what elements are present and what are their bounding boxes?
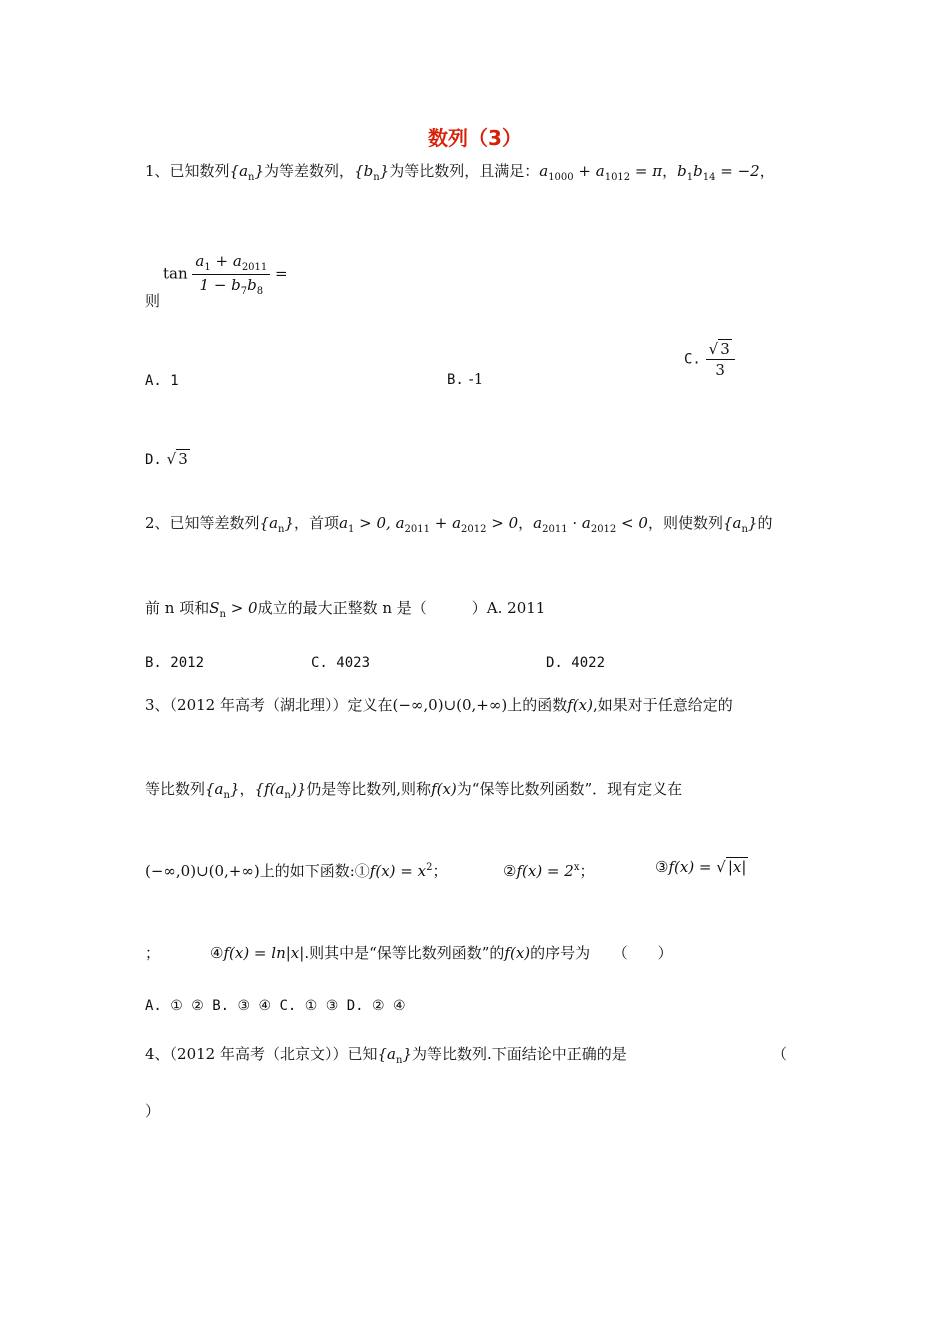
q1-line1: 1、已知数列$\{a_n\}$为等差数列，$\{b_n\}$为等比数列，且满足：$a_{1000} + a_{1012} = \pi$，$b_1b_{14} = -2$， (145, 162, 775, 183)
q3-line4: ； (145, 944, 161, 962)
q1-option-c-den: 3 (715, 361, 725, 379)
q1-cond2: $b_1b_{14} = -2$ (677, 162, 760, 183)
q2-option-b: B. 2012 (145, 655, 205, 671)
q4-paren-open: （ (772, 1045, 788, 1063)
q3-line4-rest: ④f(x) = ln|x|.则其中是“保等比数列函数”的f(x)的序号为 （ ） (210, 944, 673, 962)
q1-formula (163, 252, 288, 297)
q1-option-d-val: 3 (178, 450, 188, 468)
q2-cond1: $a_1 > 0$, $a_{2011} + a_{2012} > 0$ (339, 514, 519, 535)
q3-f3-group: ③f(x) = √ |x| (655, 858, 747, 876)
q1-eq: = (270, 264, 288, 283)
q3-f3: f(x) = √ |x| (668, 858, 747, 876)
q1-seq-a: {a (229, 162, 249, 180)
q3-options: A. ① ② B. ③ ④ C. ① ③ D. ② ④ (145, 998, 406, 1014)
page-title: 数列（3） (428, 126, 522, 150)
q4-paren-close: ） (145, 1102, 161, 1120)
q2-cond2: $a_{2011} \cdot a_{2012} < 0$ (533, 514, 648, 535)
q3-line3: (−∞,0)∪(0,+∞)上的如下函数:①f(x) = $x^2$； (145, 862, 448, 880)
q1-option-c: C. $\frac{√ 3}{3}$ (684, 340, 735, 379)
q2-sn: $S_n > 0$ (209, 599, 258, 620)
q3-f1: $f(x) = x^2$ (369, 862, 433, 880)
q3-f2: $f(x) = 2^x$ (516, 862, 580, 880)
q1-prefix: 1、已知数列 (145, 162, 230, 180)
q1-fraction (192, 252, 270, 297)
q3-line2: 等比数列$\{a_n\}$，$\{f(a_n)\}$仍是等比数列,则称f(x)为“保等比数列函数”．现有定义在 (145, 780, 683, 801)
q1-cond1: $a_{1000} + a_{1012} = \pi$ (539, 162, 663, 183)
q1-ze: 则 (145, 292, 161, 310)
q1-option-d: D. √ 3 (145, 450, 188, 468)
q1-mid1: 为等差数列， (264, 162, 355, 180)
q2-option-c: C. 4023 (311, 655, 371, 671)
q1-seq-b-sub: n (373, 172, 380, 183)
q1-comma2: ， (759, 162, 775, 180)
q1-numerator: $a_1 + a_{2011}$ (192, 252, 270, 275)
q3-fx: f(x) (567, 696, 593, 714)
q1-option-c-num: 3 (720, 340, 730, 358)
q4-line1: 4、（2012 年高考（北京文））已知$\{a_n\}$为等比数列.下面结论中正确的是 (145, 1045, 627, 1066)
q1-comma1: ， (662, 162, 678, 180)
q1-seq-a-sub: n (248, 172, 255, 183)
q1-mid2: 为等比数列，且满足： (389, 162, 540, 180)
q3-domain: (−∞,0)∪(0,+∞) (392, 696, 508, 714)
q2-line1: 2、已知等差数列$\{a_n\}$，首项$a_1 > 0$, $a_{2011} + a_{2012} > 0$，$a_{2011} \cdot a_{2012} < 0$，则使数列$\{a_n\}$的 (145, 514, 773, 535)
q3-f4: f(x) = ln|x| (223, 944, 305, 962)
q1-option-b: B. -1 (447, 370, 484, 388)
q1-seq-b: {b (354, 162, 374, 180)
q2-option-d: D. 4022 (546, 655, 606, 671)
q3-f2-group: ②f(x) = $2^x$； (503, 862, 595, 880)
q2-line2: 前 n 项和$S_n > 0$成立的最大正整数 n 是（ ）A. 2011 (145, 599, 546, 620)
q1-denominator: $1 - b_7b_8$ (199, 276, 264, 297)
q3-line1: 3、（2012 年高考（湖北理））定义在(−∞,0)∪(0,+∞)上的函数f(x),如果对于任意给定的 (145, 696, 733, 714)
q1-option-a: A. 1 (145, 373, 179, 389)
q1-tan: tan (163, 264, 188, 283)
